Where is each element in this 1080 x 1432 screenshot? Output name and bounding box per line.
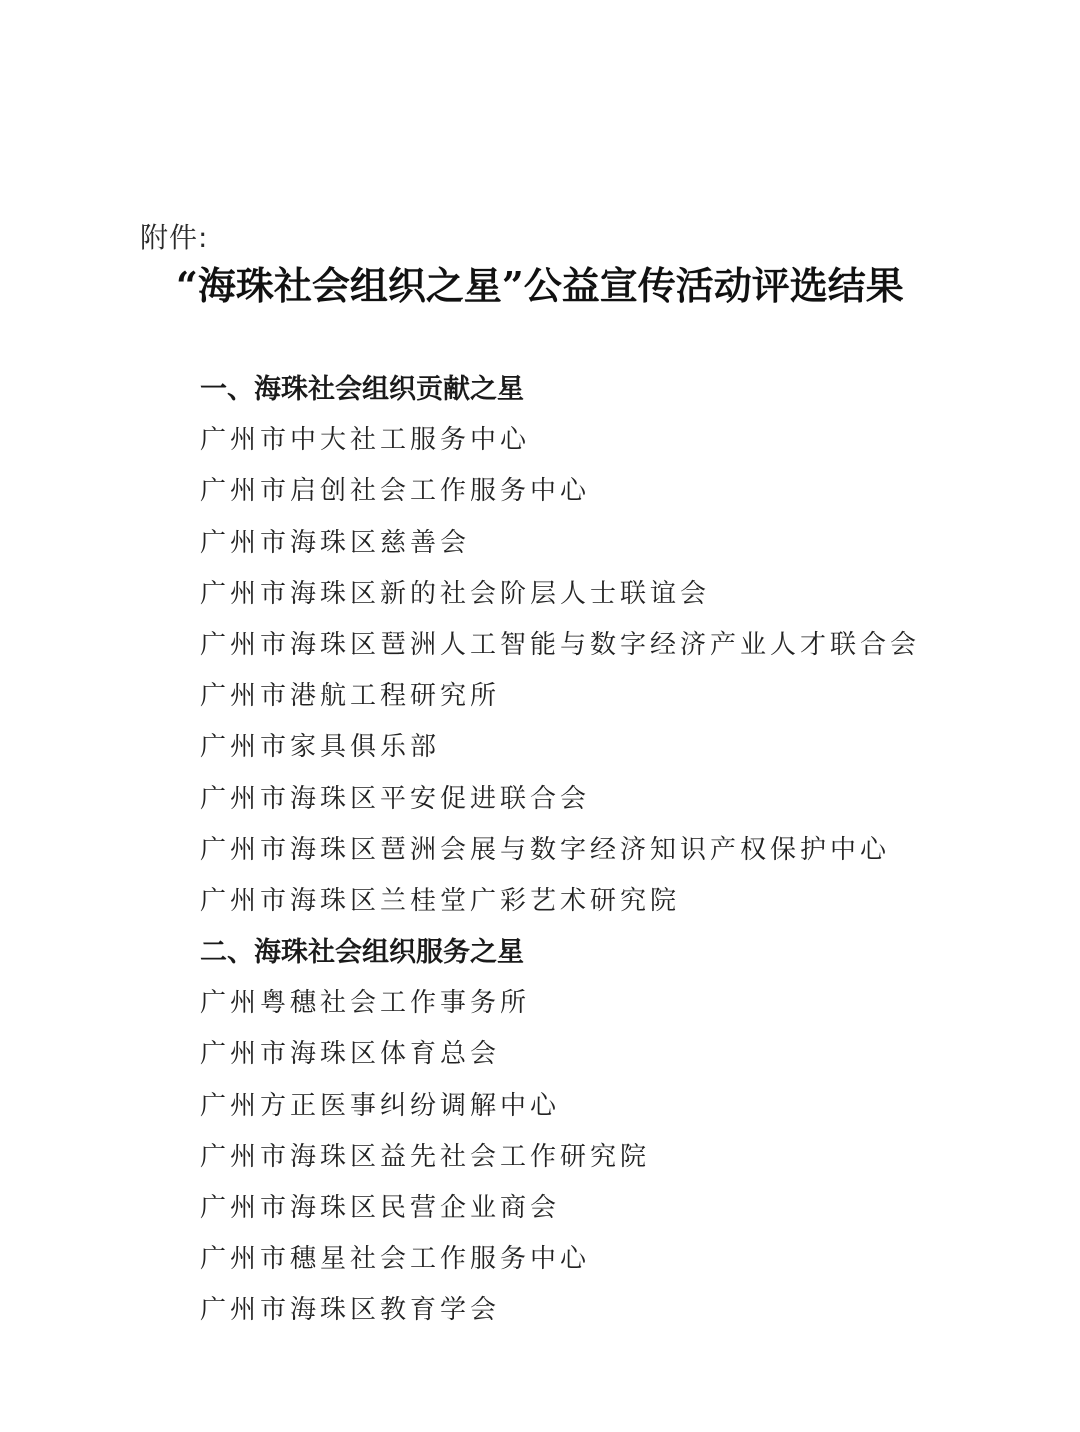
section-heading: 二、海珠社会组织服务之星 xyxy=(200,937,524,969)
list-item: 广州市海珠区益先社会工作研究院 xyxy=(200,1141,651,1172)
list-item: 广州方正医事纠纷调解中心 xyxy=(200,1090,561,1121)
section-service-stars xyxy=(200,927,1020,1337)
list-item: 广州市海珠区教育学会 xyxy=(200,1295,501,1326)
section-contribution-stars xyxy=(200,364,1020,927)
list-item: 广州市海珠区兰桂堂广彩艺术研究院 xyxy=(200,885,681,916)
list-item: 广州市海珠区琶洲人工智能与数字经济产业人才联合会 xyxy=(200,629,921,660)
organization-list xyxy=(200,978,1020,1336)
list-item: 广州市海珠区慈善会 xyxy=(200,527,471,558)
list-item: 广州市穗星社会工作服务中心 xyxy=(200,1244,591,1275)
list-item: 广州市海珠区平安促进联合会 xyxy=(200,783,591,814)
list-item: 广州市海珠区新的社会阶层人士联谊会 xyxy=(200,578,711,609)
document-body xyxy=(200,364,1020,1337)
list-item: 广州市港航工程研究所 xyxy=(200,681,501,712)
list-item: 广州市家具俱乐部 xyxy=(200,732,441,763)
list-item: 广州市海珠区民营企业商会 xyxy=(200,1193,561,1223)
list-item: 广州市中大社工服务中心 xyxy=(200,425,531,456)
list-item: 广州市启创社会工作服务中心 xyxy=(200,476,591,507)
list-item: 广州粤穗社会工作事务所 xyxy=(200,988,531,1019)
attachment-label: 附件: xyxy=(140,221,209,254)
section-heading: 一、海珠社会组织贡献之星 xyxy=(200,374,524,405)
document-title: “海珠社会组织之星”公益宣传活动评选结果 xyxy=(176,263,904,308)
list-item: 广州市海珠区琶洲会展与数字经济知识产权保护中心 xyxy=(200,834,891,865)
list-item: 广州市海珠区体育总会 xyxy=(200,1039,501,1070)
organization-list xyxy=(200,415,1020,927)
